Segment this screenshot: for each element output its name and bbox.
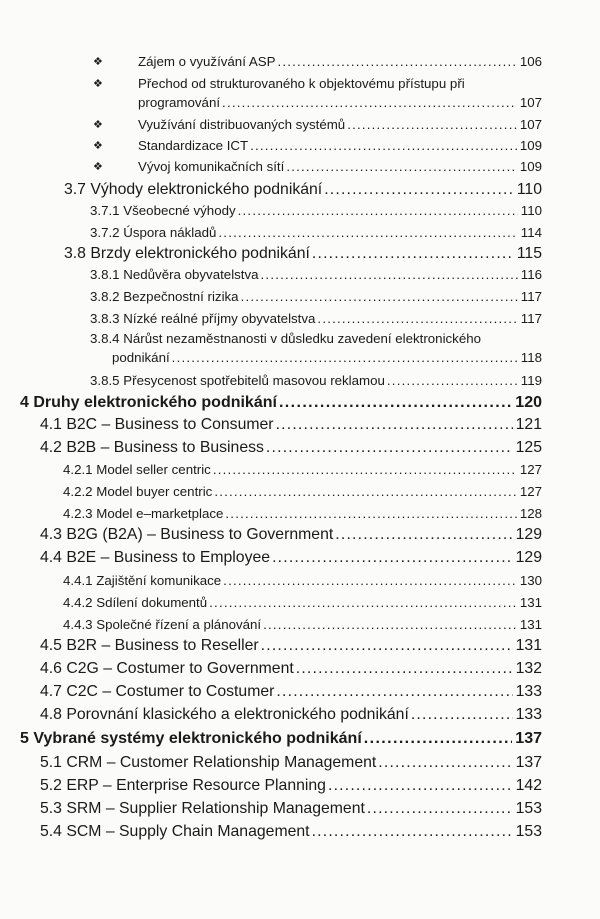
toc-entry bbox=[90, 311, 542, 326]
toc-entry-page-number: 132 bbox=[515, 660, 542, 677]
toc-entry-title: 4.6 C2G – Costumer to Government bbox=[40, 660, 294, 677]
toc-entry-title: Vývoj komunikačních sítí bbox=[138, 159, 285, 174]
toc-entry bbox=[20, 394, 542, 412]
diamond-bullet-icon: ❖ bbox=[93, 119, 103, 131]
dot-leader bbox=[347, 117, 517, 132]
toc-entry bbox=[90, 225, 542, 240]
dot-leader bbox=[411, 706, 513, 724]
diamond-bullet-icon: ❖ bbox=[93, 56, 103, 68]
dot-leader bbox=[286, 159, 516, 174]
toc-entry-page-number: 133 bbox=[515, 706, 542, 723]
dot-leader bbox=[241, 289, 518, 304]
toc-entry-title: 3.8.2 Bezpečnostní rizika bbox=[90, 289, 239, 304]
toc-entry-title: 4.4.3 Společné řízení a plánování bbox=[63, 617, 262, 632]
toc-entry-title: 4.3 B2G (B2A) – Business to Government bbox=[40, 526, 334, 543]
toc-entry-page-number: 117 bbox=[520, 289, 542, 304]
toc-entry bbox=[40, 683, 542, 701]
toc-entry-page-number: 128 bbox=[519, 506, 542, 521]
toc-entry-page-number: 106 bbox=[519, 54, 542, 69]
toc-entry-title: 5.2 ERP – Enterprise Resource Planning bbox=[40, 777, 326, 794]
dot-leader bbox=[364, 730, 513, 748]
toc-entry-title: podnikání bbox=[112, 350, 170, 365]
toc-entry-title: 3.7.2 Úspora nákladů bbox=[90, 225, 217, 240]
toc-entry-title: 4 Druhy elektronického podnikání bbox=[20, 394, 277, 411]
toc-entry-title-line: Přechod od strukturovaného k objektovému přístupu při bbox=[138, 76, 465, 91]
toc-entry bbox=[90, 267, 542, 282]
toc-entry-page-number: 127 bbox=[519, 484, 542, 499]
dot-leader bbox=[261, 267, 518, 282]
dot-leader bbox=[328, 777, 513, 795]
toc-entry-page-number: 129 bbox=[515, 526, 542, 543]
dot-leader bbox=[276, 683, 512, 701]
toc-entry bbox=[20, 730, 542, 748]
toc-entry-title: 4.5 B2R – Business to Reseller bbox=[40, 637, 259, 654]
toc-entry-page-number: 127 bbox=[519, 462, 542, 477]
toc-entry bbox=[63, 506, 542, 521]
toc-entry-page-number: 137 bbox=[515, 754, 542, 771]
toc-entry-page-number: 131 bbox=[515, 637, 542, 654]
dot-leader bbox=[312, 823, 513, 841]
toc-entry-title: 3.7.1 Všeobecné výhody bbox=[90, 203, 236, 218]
toc-entry bbox=[40, 637, 542, 655]
toc-entry bbox=[40, 800, 542, 818]
toc-entry-page-number: 137 bbox=[515, 730, 542, 747]
toc-entry bbox=[63, 462, 542, 477]
dot-leader bbox=[279, 394, 512, 412]
toc-entry bbox=[40, 777, 542, 795]
toc-entry-title: 5.3 SRM – Supplier Relationship Management bbox=[40, 800, 365, 817]
dot-leader bbox=[223, 573, 517, 588]
toc-entry-title: 4.1 B2C – Business to Consumer bbox=[40, 416, 274, 433]
toc-entry bbox=[93, 159, 542, 174]
toc-entry-page-number: 114 bbox=[520, 225, 542, 240]
dot-leader bbox=[277, 54, 516, 69]
toc-entry-page-number: 110 bbox=[516, 181, 542, 198]
toc-entry-page-number: 133 bbox=[515, 683, 542, 700]
dot-leader bbox=[266, 439, 513, 457]
toc-entry-title: 3.7 Výhody elektronického podnikání bbox=[64, 181, 323, 198]
toc-entry-page-number: 153 bbox=[515, 823, 542, 840]
dot-leader bbox=[335, 526, 512, 544]
toc-entry bbox=[63, 595, 542, 610]
dot-leader bbox=[172, 350, 518, 365]
toc-entry-page-number: 107 bbox=[519, 117, 542, 132]
dot-leader bbox=[250, 138, 517, 153]
toc-entry bbox=[63, 573, 542, 588]
dot-leader bbox=[261, 637, 513, 655]
toc-entry bbox=[40, 549, 542, 567]
toc-entry bbox=[63, 617, 542, 632]
toc-entry-title: 3.8.5 Přesycenost spotřebitelů masovou reklamou bbox=[90, 373, 385, 388]
toc-entry-title: Standardizace ICT bbox=[138, 138, 249, 153]
toc-entry-title: 3.8.3 Nízké reálné příjmy obyvatelstva bbox=[90, 311, 316, 326]
dot-leader bbox=[276, 416, 513, 434]
toc-entry bbox=[64, 245, 542, 263]
toc-entry-title: 3.8 Brzdy elektronického podnikání bbox=[64, 245, 310, 262]
toc-entry bbox=[90, 373, 542, 388]
toc-entry-page-number: 115 bbox=[516, 245, 542, 262]
dot-leader bbox=[263, 617, 517, 632]
toc-entry-title: Využívání distribuovaných systémů bbox=[138, 117, 346, 132]
toc-entry bbox=[90, 331, 542, 365]
toc-entry-title: 3.8.1 Nedůvěra obyvatelstva bbox=[90, 267, 259, 282]
toc-entry bbox=[63, 484, 542, 499]
toc-entry-page-number: 117 bbox=[520, 311, 542, 326]
toc-entry bbox=[93, 76, 542, 110]
toc-entry-title: 4.2.3 Model e–marketplace bbox=[63, 506, 224, 521]
dot-leader bbox=[238, 203, 518, 218]
toc-entry bbox=[64, 181, 542, 199]
toc-entry-page-number: 120 bbox=[515, 394, 542, 411]
toc-entry bbox=[40, 416, 542, 434]
toc-entry-title: 4.4.2 Sdílení dokumentů bbox=[63, 595, 208, 610]
toc-entry-title: 4.2 B2B – Business to Business bbox=[40, 439, 264, 456]
toc-entry bbox=[93, 54, 542, 69]
toc-entry bbox=[40, 754, 542, 772]
dot-leader bbox=[225, 506, 516, 521]
toc-entry bbox=[93, 117, 542, 132]
toc-entry bbox=[93, 138, 542, 153]
toc-entry bbox=[40, 706, 542, 724]
toc-entry-page-number: 118 bbox=[520, 350, 542, 365]
toc-entry-title: 4.2.1 Model seller centric bbox=[63, 462, 211, 477]
toc-entry-title: 4.2.2 Model buyer centric bbox=[63, 484, 213, 499]
dot-leader bbox=[213, 462, 517, 477]
toc-entry-title: 5.1 CRM – Customer Relationship Management bbox=[40, 754, 377, 771]
dot-leader bbox=[312, 245, 514, 263]
toc-entry-page-number: 121 bbox=[515, 416, 542, 433]
dot-leader bbox=[296, 660, 513, 678]
toc-entry-title: Zájem o využívání ASP bbox=[138, 54, 276, 69]
dot-leader bbox=[214, 484, 517, 499]
toc-entry bbox=[40, 660, 542, 678]
toc-entry-title: 5.4 SCM – Supply Chain Management bbox=[40, 823, 310, 840]
toc-entry-page-number: 109 bbox=[519, 138, 542, 153]
diamond-bullet-icon: ❖ bbox=[93, 161, 103, 173]
diamond-bullet-icon: ❖ bbox=[93, 78, 103, 90]
toc-entry bbox=[40, 439, 542, 457]
toc-entry bbox=[90, 289, 542, 304]
toc-entry-page-number: 129 bbox=[515, 549, 542, 566]
toc-entry bbox=[40, 526, 542, 544]
diamond-bullet-icon: ❖ bbox=[93, 140, 103, 152]
toc-entry-title: 4.4 B2E – Business to Employee bbox=[40, 549, 271, 566]
toc-entry-title: 4.8 Porovnání klasického a elektronického podnikání bbox=[40, 706, 409, 723]
toc-entry-page-number: 116 bbox=[520, 267, 542, 282]
toc-entry-page-number: 131 bbox=[519, 595, 542, 610]
toc-entry-title: 5 Vybrané systémy elektronického podnikání bbox=[20, 730, 362, 747]
toc-entry-title: 4.7 C2C – Costumer to Costumer bbox=[40, 683, 275, 700]
dot-leader bbox=[317, 311, 517, 326]
dot-leader bbox=[324, 181, 514, 199]
dot-leader bbox=[209, 595, 517, 610]
toc-entry-title-line: 3.8.4 Nárůst nezaměstnanosti v důsledku zavedení elektronického bbox=[90, 331, 482, 346]
toc-entry-title: programování bbox=[138, 95, 221, 110]
toc-entry-page-number: 130 bbox=[519, 573, 542, 588]
toc-entry-title: 4.4.1 Zajištění komunikace bbox=[63, 573, 222, 588]
toc-entry-page-number: 107 bbox=[519, 95, 542, 110]
toc-entry-page-number: 110 bbox=[520, 203, 542, 218]
dot-leader bbox=[218, 225, 517, 240]
dot-leader bbox=[272, 549, 513, 567]
toc-entry-page-number: 109 bbox=[519, 159, 542, 174]
dot-leader bbox=[222, 95, 517, 110]
dot-leader bbox=[387, 373, 518, 388]
toc-entry bbox=[40, 823, 542, 841]
toc-entry-page-number: 131 bbox=[519, 617, 542, 632]
toc-entry bbox=[90, 203, 542, 218]
toc-entry-page-number: 119 bbox=[520, 373, 542, 388]
toc-entry-page-number: 153 bbox=[515, 800, 542, 817]
dot-leader bbox=[367, 800, 513, 818]
toc-entry-page-number: 125 bbox=[515, 439, 542, 456]
toc-entry-page-number: 142 bbox=[515, 777, 542, 794]
dot-leader bbox=[378, 754, 512, 772]
